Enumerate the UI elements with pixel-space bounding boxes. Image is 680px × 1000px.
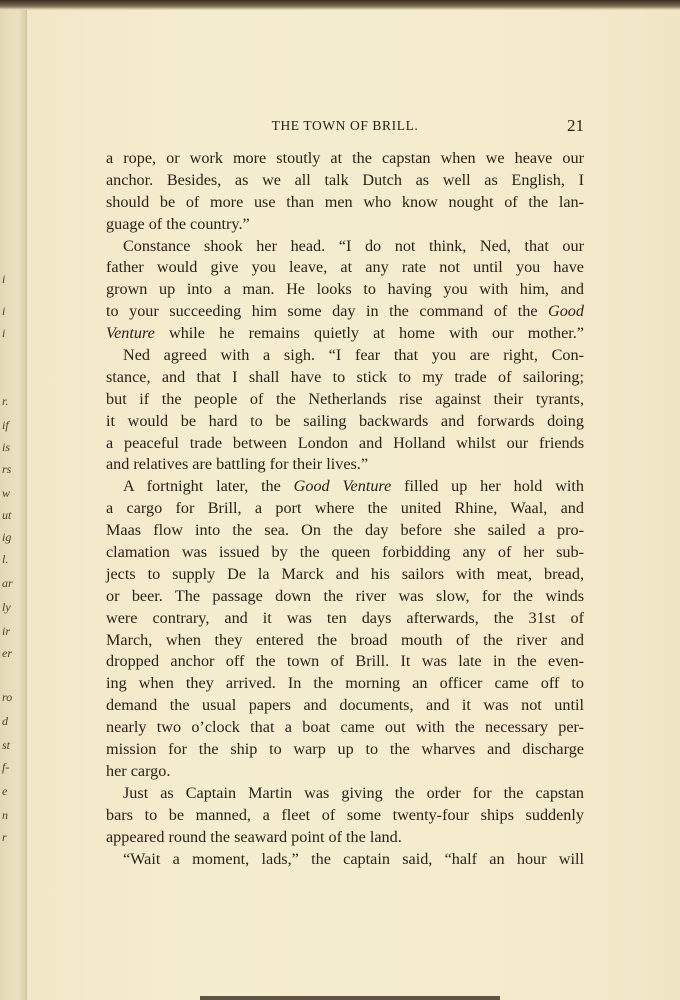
margin-fragment: i <box>2 272 6 286</box>
ship-name: Venture <box>106 324 155 343</box>
line-segment: while he remains quietly at home with our mother.” <box>154 324 584 343</box>
line-segment: A fortnight later, the <box>123 477 294 496</box>
margin-fragment: ut <box>2 508 12 522</box>
text-line: a rope, or work more stoutly at the capstan when we heave our <box>106 149 584 167</box>
text-line: a cargo for Brill, a port where the united Rhine, Waal, and <box>106 499 584 518</box>
margin-fragment: n <box>2 808 8 822</box>
margin-fragment: ly <box>2 600 11 614</box>
facing-page-edge <box>0 10 27 1000</box>
text-line <box>106 323 584 345</box>
ship-name: Good Venture <box>293 477 392 496</box>
margin-fragment: er <box>2 646 12 660</box>
text-line: father would give you leave, at any rate not until you have <box>106 258 584 277</box>
ship-name: Good <box>548 302 584 321</box>
margin-fragment: e <box>2 784 8 798</box>
text-line: nearly two o’clock that a boat came out with the necessary per- <box>106 718 584 737</box>
text-line: dropped anchor off the town of Brill. It was late in the even- <box>106 652 584 671</box>
margin-fragment: l. <box>2 552 9 566</box>
margin-fragment: ar <box>2 576 13 590</box>
running-head <box>106 116 584 138</box>
line-segment: to your succeeding him some day in the command of the <box>106 302 549 321</box>
text-line: “Wait a moment, lads,” the captain said, “half an hour will <box>123 849 584 868</box>
text-line: but if the people of the Netherlands rise against their tyrants, <box>106 389 584 408</box>
text-line: clamation was issued by the queen forbidding any of her sub- <box>106 543 584 562</box>
text-line: and relatives are battling for their lives.” <box>106 455 369 474</box>
margin-fragment: if <box>2 418 9 432</box>
margin-fragment: is <box>2 440 11 454</box>
text-line: ing when they arrived. In the morning an officer came off to <box>106 674 584 693</box>
text-line: a peaceful trade between London and Holland whilst our friends <box>106 433 584 452</box>
margin-fragment: w <box>2 486 11 500</box>
text-line <box>106 301 584 323</box>
text-line <box>106 476 584 498</box>
margin-fragment: i <box>2 326 6 340</box>
text-line: Ned agreed with a sigh. “I fear that you are right, Con- <box>123 346 584 365</box>
text-line: stance, and that I shall have to stick to my trade of sailoring; <box>106 367 584 386</box>
text-line: her cargo. <box>106 761 171 780</box>
text-line: or beer. The passage down the river was slow, for the winds <box>106 586 584 605</box>
text-line: guage of the country.” <box>106 214 250 233</box>
text-line: appeared round the seaward point of the land. <box>106 827 402 846</box>
text-line: Maas flow into the sea. On the day before she sailed a pro- <box>106 521 584 540</box>
text-line: bars to be manned, a fleet of some twenty-four ships suddenly <box>106 805 584 824</box>
margin-fragment: st <box>2 738 11 752</box>
margin-fragment: i <box>2 304 6 318</box>
margin-fragment: rs <box>2 462 12 476</box>
margin-fragment: r. <box>2 394 9 408</box>
text-line: jects to supply De la Marck and his sailors with meat, bread, <box>106 564 584 583</box>
running-title: THE TOWN OF BRILL. <box>271 118 419 133</box>
text-line: should be of more use than men who know nought of the lan- <box>106 192 584 211</box>
text-line: demand the usual papers and documents, and it was not until <box>106 696 584 715</box>
text-line: anchor. Besides, as we all talk Dutch as well as English, I <box>106 170 584 189</box>
text-line: mission for the ship to warp up to the wharves and discharge <box>106 740 584 759</box>
text-line: it would be hard to be sailing backwards and forwards doing <box>106 411 584 430</box>
text-line: March, when they entered the broad mouth of the river and <box>106 630 584 649</box>
line-segment: filled up her hold with <box>391 477 584 496</box>
margin-fragment: f- <box>2 760 10 774</box>
margin-fragment: ro <box>2 690 13 704</box>
text-line: Just as Captain Martin was giving the order for the capstan <box>123 783 584 802</box>
binding-shadow <box>0 0 680 10</box>
text-line: grown up into a man. He looks to having you with him, and <box>106 280 584 299</box>
margin-fragment: ig <box>2 530 12 544</box>
margin-fragment: ir <box>2 624 11 638</box>
body-text <box>106 148 584 870</box>
margin-fragment: d <box>2 714 8 728</box>
page-number: 21 <box>567 116 584 135</box>
text-line: Constance shook her head. “I do not think, Ned, that our <box>123 236 584 255</box>
page-bottom-edge <box>200 996 500 1000</box>
margin-fragment: r <box>2 830 7 844</box>
text-line: were contrary, and it was ten days afterwards, the 31st of <box>106 608 584 627</box>
